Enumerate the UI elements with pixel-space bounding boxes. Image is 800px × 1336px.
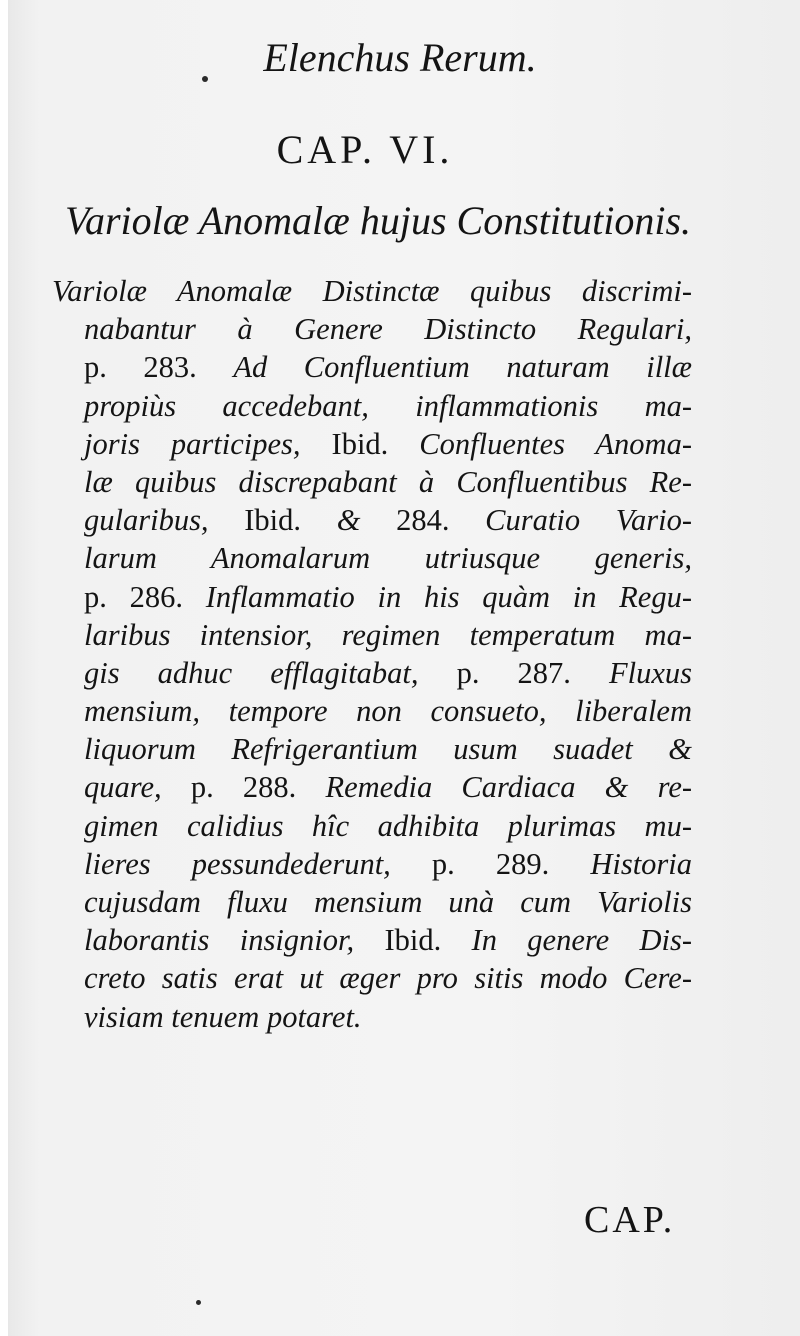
bleed-through-text bbox=[60, 1036, 700, 1074]
italic-text-run: liquorum Refrigerantium usum suadet & bbox=[84, 732, 692, 767]
text-line bbox=[52, 998, 692, 1036]
italic-text-run: Curatio Vario- bbox=[485, 503, 692, 538]
paper-speck bbox=[202, 76, 208, 82]
italic-text-run: Fluxus bbox=[608, 655, 692, 690]
text-line bbox=[52, 959, 692, 997]
text-line bbox=[52, 768, 692, 806]
roman-text-run: Ibid. bbox=[384, 923, 472, 958]
text-line bbox=[52, 883, 692, 921]
text-line bbox=[52, 348, 692, 386]
chapter-heading: CAP. VI. bbox=[276, 127, 454, 172]
italic-text-run: Ad Confluentium naturam illæ bbox=[233, 350, 692, 385]
italic-text-run: gimen calidius hîc adhibita plurimas mu- bbox=[84, 808, 692, 843]
text-line bbox=[52, 692, 692, 730]
text-line bbox=[52, 463, 692, 501]
running-head: Elenchus Rerum. bbox=[263, 35, 537, 80]
text-line bbox=[52, 616, 692, 654]
italic-text-run: Confluentes Anoma- bbox=[419, 426, 692, 461]
italic-text-run: larum Anomalarum utriusque generis, bbox=[84, 541, 692, 576]
text-line bbox=[52, 730, 692, 768]
text-line bbox=[52, 807, 692, 845]
italic-text-run: propiùs accedebant, inflammationis ma- bbox=[84, 388, 692, 423]
text-line bbox=[52, 578, 692, 616]
italic-text-run: creto satis erat ut æger pro sitis modo Cere- bbox=[84, 961, 692, 996]
italic-text-run: laribus intensior, regimen temperatum ma- bbox=[84, 617, 692, 652]
page-gutter bbox=[0, 0, 8, 1336]
roman-text-run: p. 289. bbox=[431, 846, 591, 881]
italic-text-run: cujusdam fluxu mensium unà cum Variolis bbox=[84, 885, 692, 919]
roman-text-run: p. 283. bbox=[84, 350, 234, 385]
chapter-title: Variolæ Anomalæ hujus Constitutionis. bbox=[64, 198, 692, 243]
text-line bbox=[52, 845, 692, 883]
italic-text-run: quare, bbox=[84, 770, 191, 805]
italic-text-run: Remedia Cardiaca & re- bbox=[325, 770, 693, 805]
roman-text-run: Ibid. bbox=[244, 503, 337, 538]
text-line bbox=[52, 501, 692, 539]
roman-text-run: 284. bbox=[396, 503, 486, 538]
text-line bbox=[52, 387, 692, 425]
catchword: CAP. bbox=[584, 1199, 676, 1241]
italic-text-run: joris participes, bbox=[84, 426, 332, 461]
italic-text-run: læ quibus discrepabant à Confluentibus Re- bbox=[84, 464, 692, 499]
text-line bbox=[52, 921, 692, 959]
italic-text-run: gularibus, bbox=[84, 503, 245, 538]
chapter-summary-text bbox=[52, 272, 692, 1036]
italic-text-run: nabantur à Genere Distincto Regulari, bbox=[84, 312, 692, 347]
roman-text-run: p. 287. bbox=[456, 655, 609, 690]
text-line bbox=[52, 425, 692, 463]
roman-text-run: p. 288. bbox=[190, 770, 326, 805]
italic-text-run: lieres pessundederunt, bbox=[84, 846, 432, 881]
italic-text-run: laborantis insignior, bbox=[84, 923, 385, 958]
italic-text-run: Historia bbox=[590, 846, 693, 881]
text-line bbox=[52, 272, 692, 310]
roman-text-run: p. 286. bbox=[84, 579, 206, 614]
paper-speck bbox=[196, 1300, 201, 1305]
italic-text-run: Inflammatio in his quàm in Regu- bbox=[205, 579, 693, 614]
text-line bbox=[52, 654, 692, 692]
italic-text-run: gis adhuc efflagitabat, bbox=[84, 655, 457, 690]
italic-text-run: In genere Dis- bbox=[471, 923, 692, 958]
text-line bbox=[52, 310, 692, 348]
text-line bbox=[52, 539, 692, 577]
italic-text-run: & bbox=[336, 503, 397, 538]
italic-text-run: Variolæ Anomalæ Distinctæ quibus discrimi- bbox=[52, 274, 692, 308]
italic-text-run: visiam tenuem potaret. bbox=[84, 999, 362, 1034]
italic-text-run: mensium, tempore non consueto, liberalem bbox=[84, 694, 692, 729]
roman-text-run: Ibid. bbox=[331, 426, 420, 461]
